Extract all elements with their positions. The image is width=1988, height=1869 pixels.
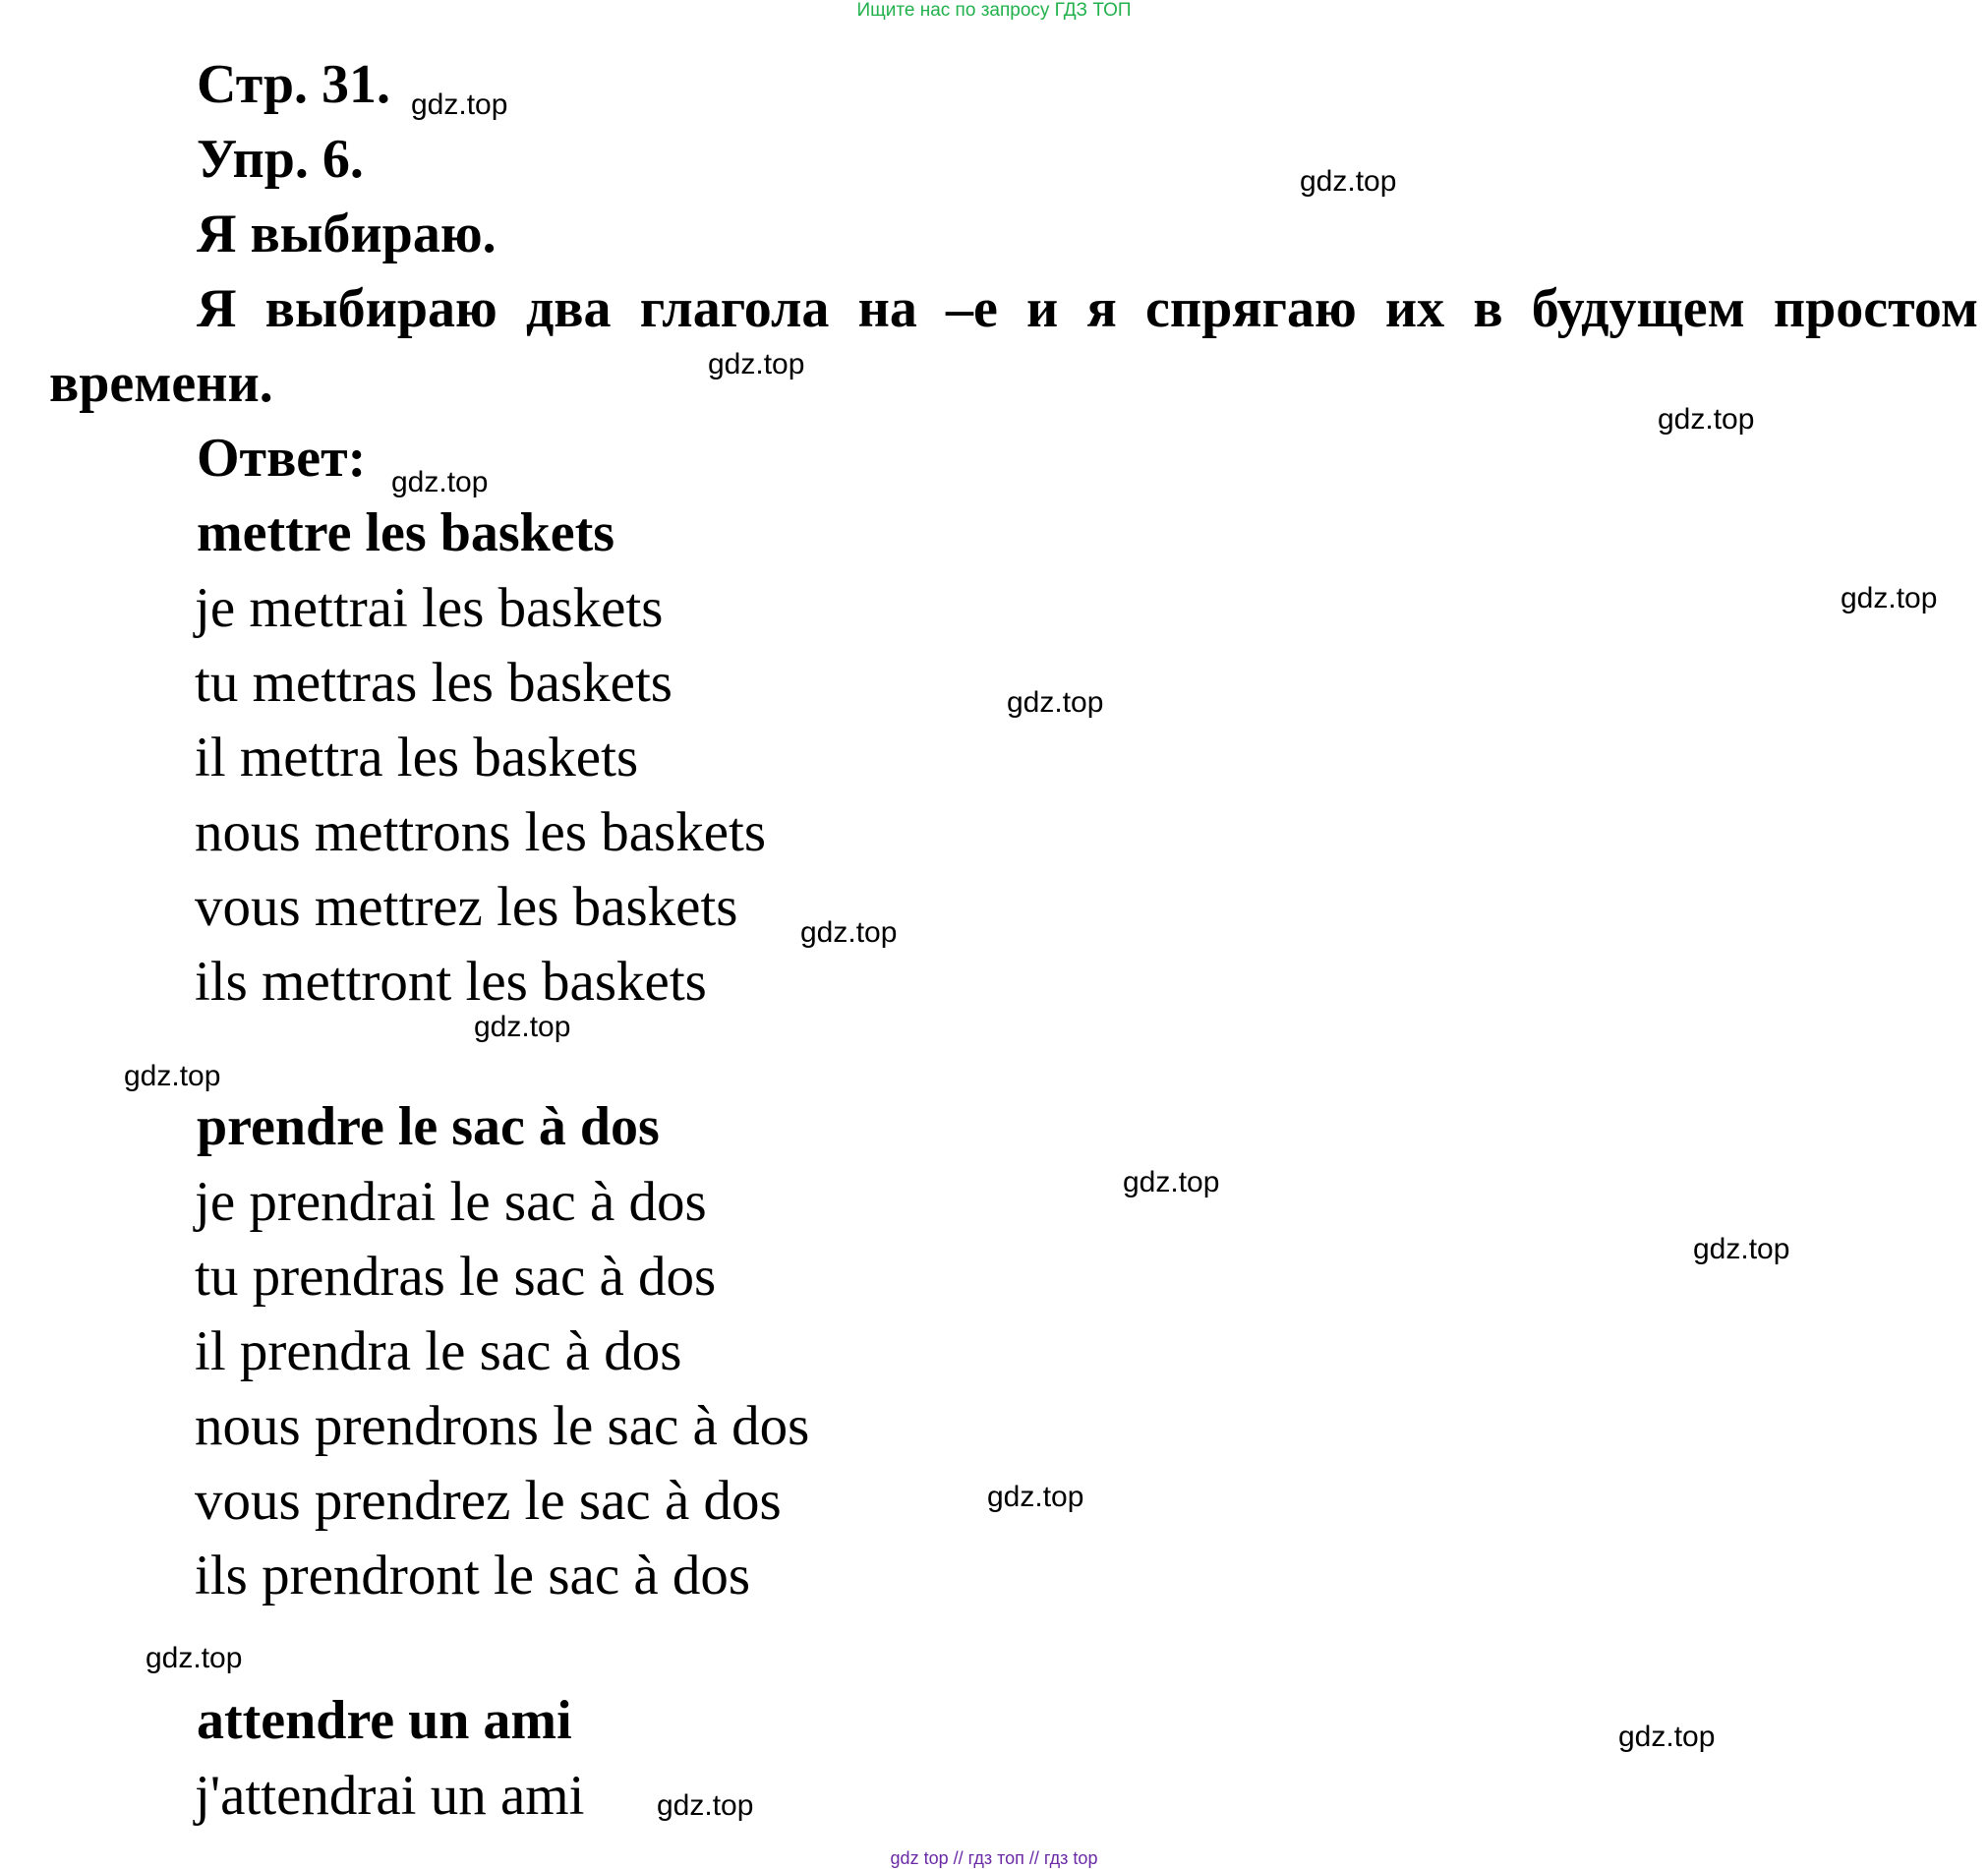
conjugation-line: tu prendras le sac à dos xyxy=(195,1246,717,1308)
watermark: gdz.top xyxy=(1007,686,1104,719)
footer-credits: gdz top // гдз топ // гдз top xyxy=(890,1848,1098,1868)
watermark: gdz.top xyxy=(1841,582,1938,614)
task-instruction-line1: Я выбираю два глагола на –е и я спрягаю их в будущем простом xyxy=(197,278,1978,339)
task-title: Я выбираю. xyxy=(197,204,497,264)
watermark: gdz.top xyxy=(1658,403,1755,436)
watermark: gdz.top xyxy=(1123,1166,1220,1198)
conjugation-line: il prendra le sac à dos xyxy=(195,1320,682,1382)
section-title-prendre: prendre le sac à dos xyxy=(197,1096,660,1157)
watermark: gdz.top xyxy=(124,1060,221,1092)
watermark: gdz.top xyxy=(1693,1233,1790,1265)
conjugation-line: vous prendrez le sac à dos xyxy=(195,1470,782,1532)
conjugation-line: nous prendrons le sac à dos xyxy=(195,1395,810,1457)
watermark: gdz.top xyxy=(391,466,489,498)
page-number: Стр. 31. xyxy=(197,54,391,115)
conjugation-line: je mettrai les baskets xyxy=(195,577,664,639)
task-instruction-line2: времени. xyxy=(49,353,273,414)
conjugation-line: j'attendrai un ami xyxy=(195,1765,585,1827)
watermark: gdz.top xyxy=(474,1011,571,1043)
conjugation-line: ils mettront les baskets xyxy=(195,951,707,1013)
section-title-mettre: mettre les baskets xyxy=(197,502,615,563)
conjugation-line: il mettra les baskets xyxy=(195,727,639,788)
exercise-number: Упр. 6. xyxy=(197,129,364,190)
watermark: gdz.top xyxy=(708,348,805,380)
conjugation-line: tu mettras les baskets xyxy=(195,652,672,714)
search-banner: Ищите нас по запросу ГДЗ ТОП xyxy=(856,0,1132,21)
watermark: gdz.top xyxy=(800,916,898,949)
conjugation-line: ils prendront le sac à dos xyxy=(195,1545,751,1606)
watermark: gdz.top xyxy=(1300,165,1397,198)
conjugation-line: nous mettrons les baskets xyxy=(195,801,767,863)
watermark: gdz.top xyxy=(146,1642,243,1674)
conjugation-line: vous mettrez les baskets xyxy=(195,876,738,938)
section-title-attendre: attendre un ami xyxy=(197,1690,572,1751)
conjugation-line: je prendrai le sac à dos xyxy=(195,1171,707,1233)
watermark: gdz.top xyxy=(657,1789,754,1822)
watermark: gdz.top xyxy=(987,1481,1084,1513)
answer-label: Ответ: xyxy=(197,428,367,489)
watermark: gdz.top xyxy=(1618,1721,1716,1753)
watermark: gdz.top xyxy=(411,88,508,121)
